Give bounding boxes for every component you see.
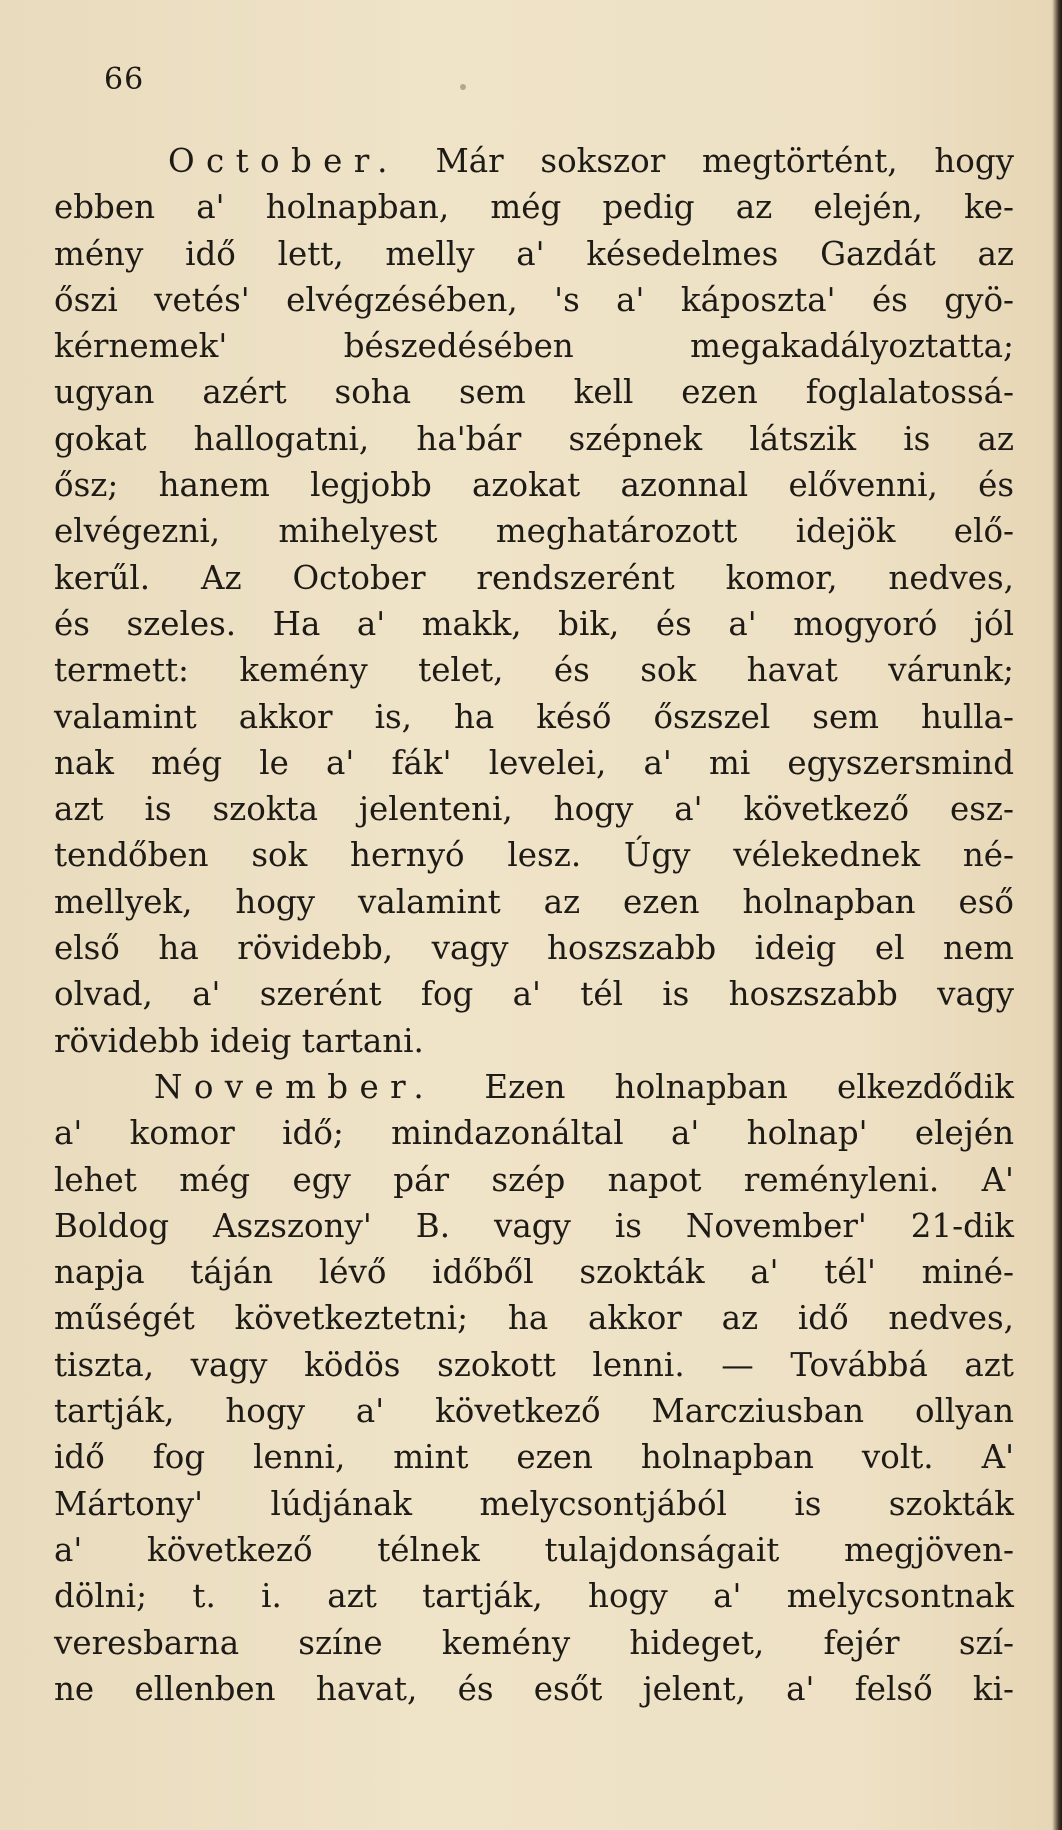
text-line: kérnemek' bészedésében megakadályoztatta;: [54, 327, 1014, 366]
text-line: őszi vetés' elvégzésében, 's a' káposzta' és gyö-: [54, 280, 1014, 319]
page-number: 66: [104, 62, 145, 97]
text-line: valamint akkor is, ha késő őszszel sem hulla-: [54, 697, 1014, 736]
body-text: [54, 138, 1014, 1712]
text-line: Boldog Aszszony' B. vagy is November' 21-dik: [54, 1206, 1014, 1245]
text-line: rövidebb ideig tartani.: [54, 1021, 424, 1060]
paper-speck: [460, 84, 466, 90]
text-line: nak még le a' fák' levelei, a' mi egyszersmind: [54, 743, 1014, 782]
text-line: ugyan azért soha sem kell ezen foglalatossá-: [54, 373, 1014, 412]
text-line: lehet még egy pár szép napot reményleni. A': [54, 1160, 1014, 1199]
text-line: dölni; t. i. azt tartják, hogy a' melycsontnak: [54, 1577, 1014, 1616]
text-line: első ha rövidebb, vagy hoszszabb ideig el nem: [54, 929, 1014, 968]
text-line: ősz; hanem legjobb azokat azonnal elővenni, és: [54, 466, 1014, 505]
text-line: mény idő lett, melly a' késedelmes Gazdát az: [54, 234, 1014, 273]
text-line: idő fog lenni, mint ezen holnapban volt. A': [54, 1438, 1014, 1477]
text-line: azt is szokta jelenteni, hogy a' következő esz-: [54, 790, 1014, 829]
text-line: olvad, a' szerént fog a' tél is hoszszabb vagy: [54, 975, 1014, 1014]
text-line: elvégezni, mihelyest meghatározott idejök elő-: [54, 512, 1014, 551]
text-line: műségét következtetni; ha akkor az idő nedves,: [54, 1299, 1014, 1338]
text-line: a' következő télnek tulajdonságait megjöven-: [54, 1530, 1014, 1569]
text-line: tiszta, vagy ködös szokott lenni. — Továbbá azt: [54, 1345, 1014, 1384]
text-line: November. Ezen holnapban elkezdődik: [154, 1067, 1014, 1106]
text-line: a' komor idő; mindazonáltal a' holnap' elején: [54, 1114, 1014, 1153]
text-line: Mártony' lúdjának melycsontjából is szokták: [54, 1484, 1014, 1523]
text-line: ne ellenben havat, és esőt jelent, a' felső ki-: [54, 1669, 1014, 1708]
text-line: kerűl. Az October rendszerént komor, nedves,: [54, 558, 1014, 597]
text-line: napja táján lévő időből szokták a' tél' miné-: [54, 1253, 1014, 1292]
text-line: veresbarna színe kemény hideget, fejér szí-: [54, 1623, 1014, 1662]
month-heading-october: October.: [168, 142, 399, 180]
month-heading-november: November.: [154, 1067, 436, 1106]
text-line: és szeles. Ha a' makk, bik, és a' mogyoró jól: [54, 604, 1014, 643]
text-line: termett: kemény telet, és sok havat várunk;: [54, 651, 1014, 690]
text-line: gokat hallogatni, ha'bár szépnek látszik is az: [54, 419, 1014, 458]
page-edge-shadow: [1052, 0, 1062, 1830]
text-line: tartják, hogy a' következő Marcziusban ollyan: [54, 1392, 1014, 1431]
text-line: mellyek, hogy valamint az ezen holnapban eső: [54, 882, 1014, 921]
text-line: October. Már sokszor megtörtént, hogy: [168, 142, 1014, 180]
text-line: ebben a' holnapban, még pedig az elején, ke-: [54, 188, 1014, 227]
text-line: tendőben sok hernyó lesz. Úgy vélekednek né-: [54, 836, 1014, 875]
